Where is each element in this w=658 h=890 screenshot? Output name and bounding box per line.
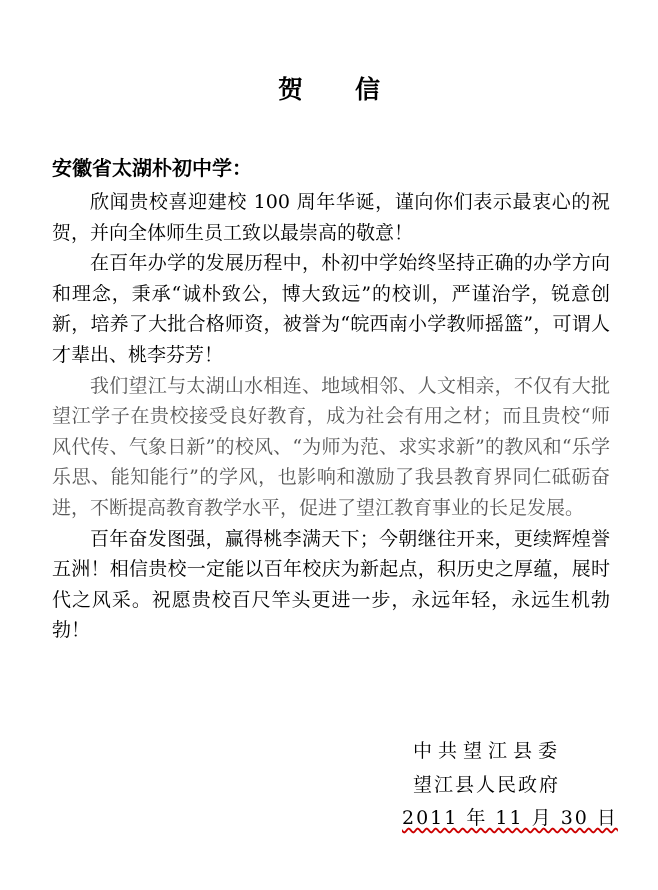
paragraph-1: 欣闻贵校喜迎建校 100 周年华诞，谨向你们表示最衷心的祝贺，并向全体师生员工致以最崇高的敬意！: [52, 191, 610, 244]
paragraph-3: 我们望江与太湖山水相连、地域相邻、人文相亲，不仅有大批望江学子在贵校接受良好教育，成为社会有用之材；而且贵校“师风代传、气象日新”的校风、“为师为范、求实求新”的教风和“乐学乐思、能知能行”的学风，也影响和激励了我县教育界同仁砥砺奋进，不断提高教育教学水平，促进了望江教育事业的长足发展。: [52, 374, 610, 519]
signature-date: 2011 年 11 月 30 日: [402, 807, 618, 829]
paragraph-2: 在百年办学的发展历程中，朴初中学始终坚持正确的办学方向和理念，秉承“诚朴致公，博大致远”的校训，严谨治学，锐意创新，培养了大批合格师资，被誉为“皖西南小学教师摇篮”，可谓人才辈出、桃李芬芳！: [52, 252, 610, 366]
salutation: 安徽省太湖朴初中学：: [52, 156, 252, 180]
signature-government: 望江县人民政府: [413, 774, 561, 796]
letter-title: [0, 70, 658, 106]
letter-body: [52, 187, 610, 646]
title-char-1: 贺: [277, 75, 303, 104]
title-char-2: 信: [355, 75, 381, 104]
paragraph-4: 百年奋发图强，赢得桃李满天下；今朝继往开来，更续辉煌誉五洲！相信贵校一定能以百年校庆为新起点，积历史之厚蕴，展时代之风采。祝愿贵校百尺竿头更进一步，永远年轻，永远生机勃勃！: [52, 527, 610, 642]
signature-party-committee: 中共望江县委: [413, 740, 564, 762]
